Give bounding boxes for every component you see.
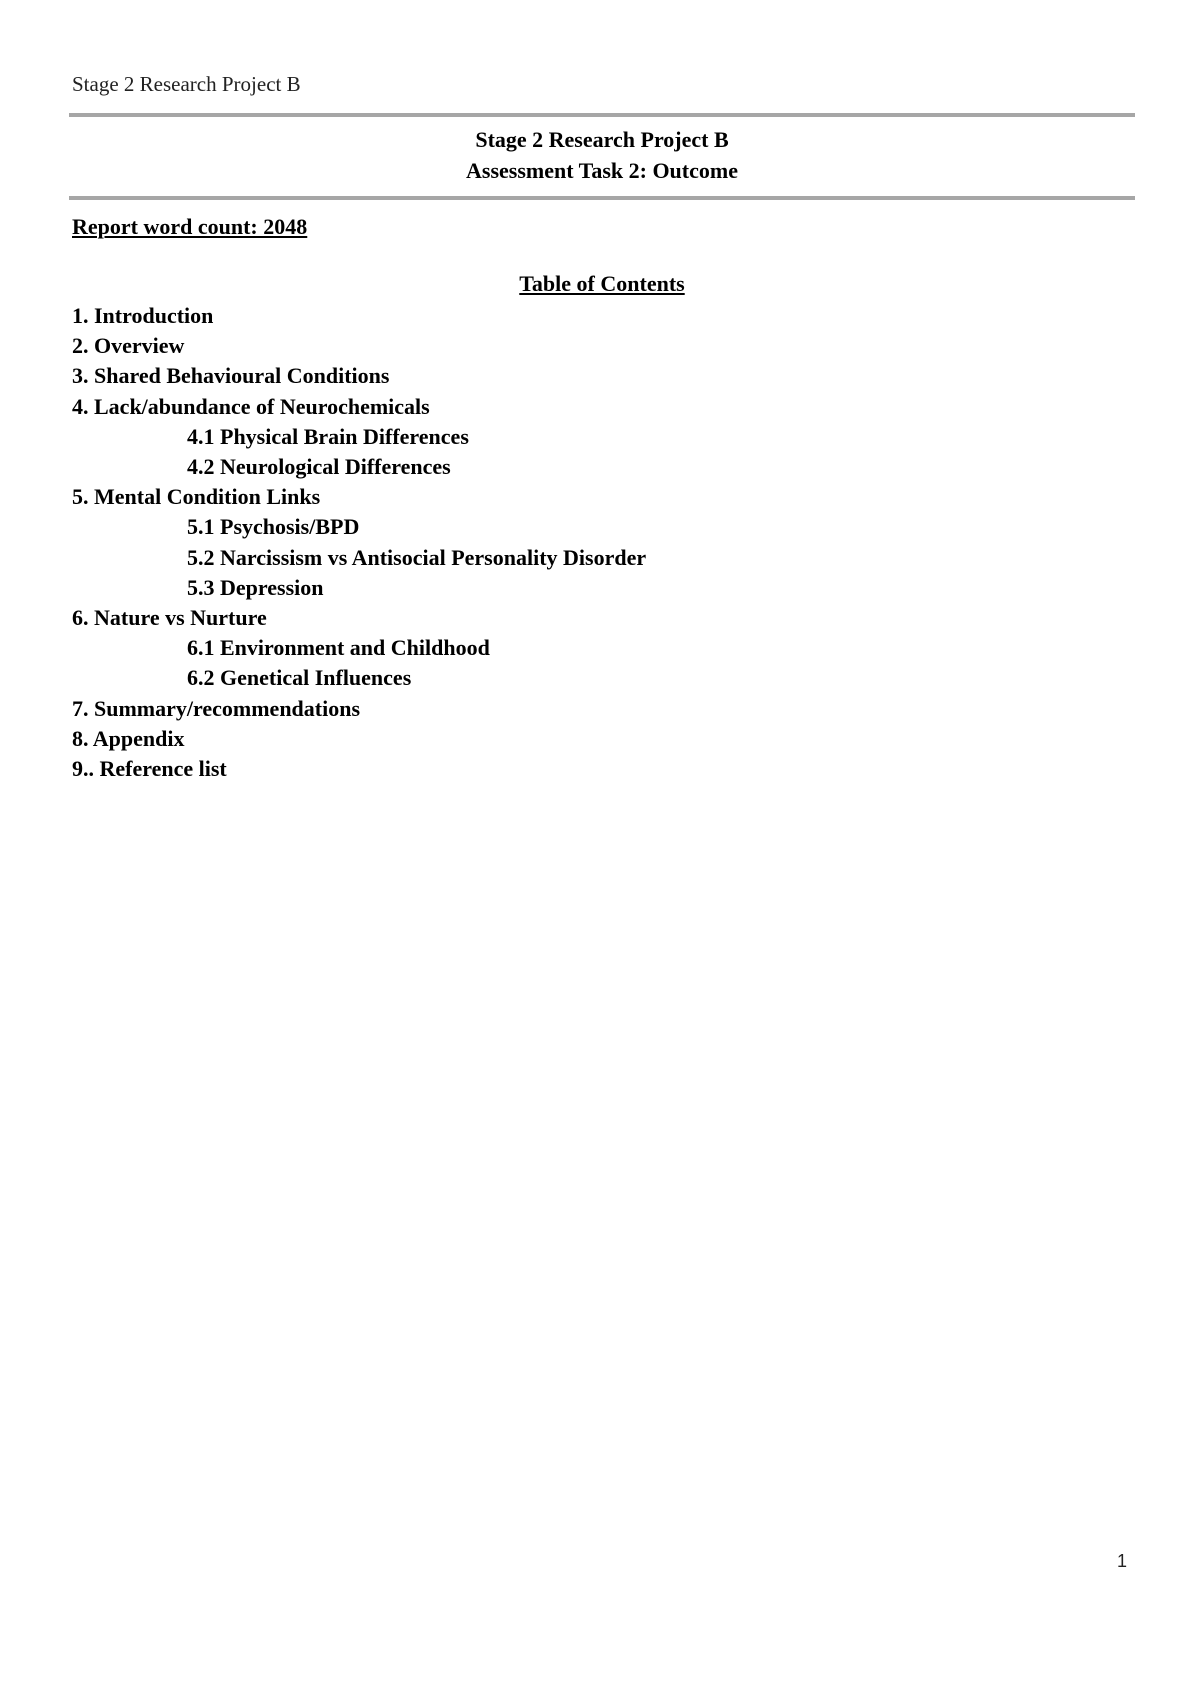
top-divider xyxy=(69,113,1135,117)
toc-subitem: 5.1 Psychosis/BPD xyxy=(187,514,360,540)
toc-item: 5. Mental Condition Links xyxy=(72,484,321,510)
running-header: Stage 2 Research Project B xyxy=(72,72,301,96)
toc-subitem: 5.3 Depression xyxy=(187,574,324,600)
title-block xyxy=(69,124,1135,186)
toc-item: 1. Introduction xyxy=(72,303,214,328)
toc-item: 6. Nature vs Nurture xyxy=(72,605,267,631)
toc-item: 9.. Reference list xyxy=(72,756,227,782)
toc-subitem: 4.1 Physical Brain Differences xyxy=(187,423,469,449)
toc-item: 7. Summary/recommendations xyxy=(72,695,361,721)
bottom-divider xyxy=(69,196,1135,200)
toc-item: 4. Lack/abundance of Neurochemicals xyxy=(72,393,430,419)
toc-subitem: 4.2 Neurological Differences xyxy=(187,454,451,480)
toc-subitem: 6.1 Environment and Childhood xyxy=(187,635,490,661)
word-count: Report word count: 2048 xyxy=(72,214,308,239)
toc-heading: Table of Contents xyxy=(519,271,685,296)
table-of-contents xyxy=(72,301,646,784)
document-subtitle: Assessment Task 2: Outcome xyxy=(466,158,738,183)
toc-item: 8. Appendix xyxy=(72,725,185,751)
toc-item: 3. Shared Behavioural Conditions xyxy=(72,363,390,389)
toc-subitem: 6.2 Genetical Influences xyxy=(187,665,412,691)
toc-item: 2. Overview xyxy=(72,333,185,359)
page-number: 1 xyxy=(1116,1551,1127,1571)
document-title: Stage 2 Research Project B xyxy=(475,127,729,152)
toc-subitem: 5.2 Narcissism vs Antisocial Personality Disorder xyxy=(187,544,647,570)
